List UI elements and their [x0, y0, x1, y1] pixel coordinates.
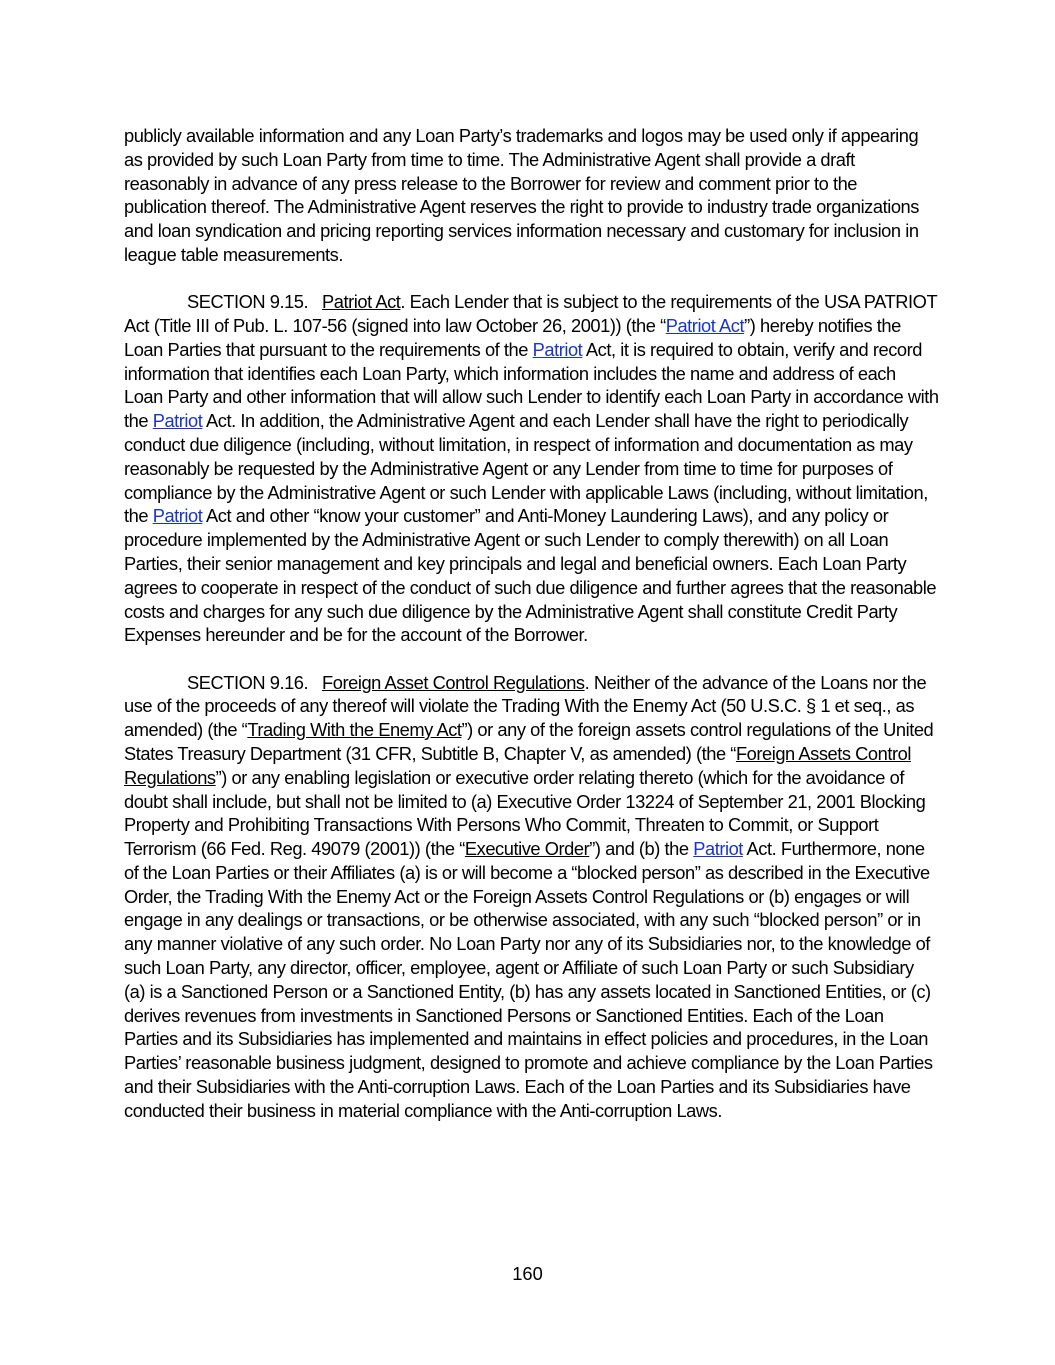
defined-term-executive-order: Executive Order: [464, 838, 590, 860]
section-text: . Neither of the advance of the Loans nor the use of the proceeds of any thereof will violate the Trading With the Enemy Act (50 U.S.C. § 1 et seq., as amended) (the “: [124, 671, 927, 741]
patriot-act-link[interactable]: Patriot Act: [665, 314, 745, 336]
section-text: ”) or any of the foreign assets control regulations of the United States Treasury Department (31 CFR, Subtitle B, Chapter V, as amended) (the “: [124, 719, 934, 764]
page-number: 160: [512, 1263, 543, 1284]
section-9-16-paragraph: [124, 671, 939, 1123]
section-text: . Each Lender that is subject to the requirements of the USA PATRIOT Act (Title III of Pub. L. 107-56 (signed into law October 26, 2001)) (the “: [124, 291, 937, 336]
section-text: ”) and (b) the: [589, 838, 694, 860]
section-number: SECTION 9.15.: [187, 291, 309, 313]
section-text: Act and other “know your customer” and Anti-Money Laundering Laws), and any policy or procedure implemented by the Administrative Agent or such Lender to comply therewith) on all Loan Parties, their senior management and key principals and legal and beneficial owners. Each Loan Party agrees to cooperate in respect of the conduct of such due diligence and further agrees that the reasonable costs and charges for any such due diligence by the Administrative Agent shall constitute Credit Party Expenses hereunder and be for the account of the Borrower.: [124, 505, 937, 646]
patriot-link[interactable]: Patriot: [693, 838, 743, 860]
defined-term-foreign-assets-control-regulations: Foreign Assets Control Regulations: [124, 742, 911, 788]
patriot-link[interactable]: Patriot: [532, 338, 583, 360]
section-text: Act, it is required to obtain, verify and record information that identifies each Loan Party, which information includes the name and address of each Loan Party and other information that will allow such Lender to identify each Loan Party in accordance with the: [124, 338, 939, 432]
document-body: [124, 124, 939, 1123]
section-heading: Patriot Act: [322, 291, 401, 313]
section-text: Act. In addition, the Administrative Agent and each Lender shall have the right to periodically conduct due diligence (including, without limitation, in respect of information and documentation as may reasonably be requested by the Administrative Agent or any Lender from time to time for purposes of compliance by the Administrative Agent or such Lender with applicable Laws (including, without limitation, the: [124, 410, 928, 527]
section-heading: Foreign Asset Control Regulations: [322, 671, 585, 693]
section-9-15-paragraph: [124, 290, 939, 647]
section-text: Act. Furthermore, none of the Loan Parties or their Affiliates (a) is or will become a “blocked person” as described in the Executive Order, the Trading With the Enemy Act or the Foreign Assets Control Regulations or (b) engages or will engage in any dealings or transactions, or be otherwise associated, with any such “blocked person” or in any manner violative of any such order. No Loan Party nor any of its Subsidiaries nor, to the knowledge of such Loan Party, any director, officer, employee, agent or Affiliate of such Loan Party or such Subsidiary (a) is a Sanctioned Person or a Sanctioned Entity, (b) has any assets located in Sanctioned Entities, or (c) derives revenues from investments in Sanctioned Persons or Sanctioned Entities. Each of the Loan Parties and its Subsidiaries has implemented and maintains in effect policies and procedures, in the Loan Parties’ reasonable business judgment, designed to promote and achieve compliance by the Loan Parties and their Subsidiaries with the Anti-corruption Laws. Each of the Loan Parties and its Subsidiaries have conducted their business in material compliance with the Anti-corruption Laws.: [124, 838, 933, 1121]
defined-term-trading-with-enemy-act: Trading With the Enemy Act: [247, 719, 462, 741]
section-text: ”) hereby notifies the Loan Parties that pursuant to the requirements of the: [124, 314, 901, 360]
patriot-link[interactable]: Patriot: [152, 410, 203, 432]
patriot-link[interactable]: Patriot: [152, 505, 203, 527]
section-number: SECTION 9.16.: [187, 671, 309, 693]
section-text: ”) or any enabling legislation or executive order relating thereto (which for the avoidance of doubt shall include, but shall not be limited to (a) Executive Order 13224 of September 21, 2001 Blocking Property and Prohibiting Transactions With Persons Who Commit, Threaten to Commit, or Support Terrorism (66 Fed. Reg. 49079 (2001)) (the “: [124, 766, 926, 860]
intro-paragraph: publicly available information and any Loan Party’s trademarks and logos may be used only if appearing as provided by such Loan Party from time to time. The Administrative Agent shall provide a draft reasonably in advance of any press release to the Borrower for review and comment prior to the publication thereof. The Administrative Agent reserves the right to provide to industry trade organizations and loan syndication and pricing reporting services information necessary and customary for inclusion in league table measurements.: [124, 125, 919, 265]
